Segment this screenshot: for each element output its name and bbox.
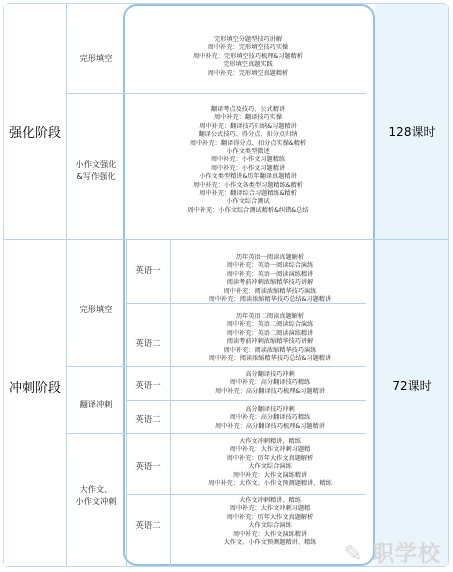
english-one-label: 英语一 xyxy=(135,462,161,472)
content-block-translation-e2 xyxy=(172,406,368,431)
content-line: 大作文综合演练 xyxy=(248,463,292,471)
content-line: 大作文综合演练 xyxy=(248,522,292,530)
content-line: 周中补充：翻译得分点、扣分点实操&精析 xyxy=(189,139,307,147)
subject-translation-writing xyxy=(66,158,126,182)
hours-sprint: 72课时 xyxy=(392,379,432,393)
content-line: 历年英语一阅读真题解析 xyxy=(235,254,305,261)
content-line: 周中补充：小作文各类型习题精练&精析 xyxy=(192,181,303,189)
content-block-cloze xyxy=(128,36,368,78)
content-line: 周中补充：高分翻译技巧精练 xyxy=(229,414,311,422)
content-line: 周中补充：大作文演练精讲 xyxy=(232,471,308,479)
content-line: 周中补充：英语一阅读综合演练 xyxy=(226,262,314,270)
stage-strengthen: 强化阶段 xyxy=(8,126,61,141)
content-line: 周中补充：英语二阅读综合演练 xyxy=(226,321,314,329)
content-line: 高分翻译技巧冲刺 xyxy=(245,371,295,378)
content-line: 周中补充：阅读浓缩精华技巧总结&习题精讲 xyxy=(208,295,332,303)
content-line: 周中补充：完形填空技巧梳理&习题精析 xyxy=(192,52,303,60)
hours-column-bg xyxy=(375,4,448,566)
english-two-label: 英语二 xyxy=(135,521,161,531)
subject-line: 小作文强化 xyxy=(75,159,117,169)
divider xyxy=(126,400,366,401)
divider xyxy=(126,494,366,495)
divider xyxy=(66,93,366,94)
divider xyxy=(66,366,366,367)
content-line: 周中补充：大作文、小作文预测题精讲、精练 xyxy=(208,479,332,487)
content-line: 周中补充：大作文冲刺习题精 xyxy=(229,446,311,454)
content-line: 历年英语二阅读真题解析 xyxy=(235,313,305,320)
divider xyxy=(66,433,366,434)
subject-translation-sprint: 翻译冲刺 xyxy=(79,399,113,409)
content-block-translation-writing xyxy=(128,106,368,215)
content-line: 周中补充：大作文演练精讲 xyxy=(232,530,308,538)
english-two-label: 英语二 xyxy=(135,415,161,425)
content-line: 大作文冲刺精讲、精练 xyxy=(239,438,301,445)
english-one-label: 英语一 xyxy=(135,266,161,276)
content-line: 高分翻译技巧冲刺 xyxy=(245,406,295,413)
content-line: 翻译公式技巧、得分点、扣分点归纳 xyxy=(198,131,298,139)
watermark-logo: ✎ 职学校 xyxy=(343,542,441,567)
content-line: 小作文综合测试 xyxy=(226,198,270,206)
content-line: 阅读考前冲刺浓缩精华技巧讲解 xyxy=(226,338,314,346)
divider xyxy=(126,240,127,566)
content-line: 周中补充：完形填空技巧实操 xyxy=(207,44,289,52)
subject-line: &写作强化 xyxy=(76,171,116,181)
english-two-label: 英语二 xyxy=(135,339,161,349)
content-block-writing-e2 xyxy=(172,497,368,547)
content-block-writing-e1 xyxy=(172,438,368,488)
subject-line: 大作文、 xyxy=(79,484,113,494)
content-line: 周中补充：翻译技巧归纳&习题精讲 xyxy=(199,122,297,130)
content-line: 大作文、小作文预测题精讲、精练 xyxy=(223,538,317,546)
content-line: 周中补充：历年大作文真题解析 xyxy=(226,513,314,521)
content-line: 阅读考前冲刺浓缩精华技巧讲解 xyxy=(226,279,314,287)
stage-sprint: 冲刺阶段 xyxy=(8,381,61,396)
stage-column-bg xyxy=(4,4,66,566)
content-line: 完形填空真题实践 xyxy=(223,61,273,69)
content-block-reading-e2 xyxy=(172,313,368,363)
content-line: 大作文冲刺精讲、精练 xyxy=(239,497,301,504)
subject-cloze-sprint: 完形填空 xyxy=(79,304,113,314)
divider xyxy=(170,240,171,566)
content-line: 周中补充：翻译技巧实操 xyxy=(213,114,283,122)
content-line: 周中补充：阅读浓缩精华技巧总结&习题精讲 xyxy=(208,354,332,362)
english-one-label: 英语一 xyxy=(135,381,161,391)
content-line: 周中补充：大作文冲刺习题精 xyxy=(229,505,311,513)
subject-cloze: 完形填空 xyxy=(79,53,113,63)
hours-strengthen: 128课时 xyxy=(388,125,436,139)
content-block-reading-e1 xyxy=(172,254,368,304)
content-line: 小作文类型微述 xyxy=(226,147,270,155)
content-line: 周中补充：完形填空真题精析 xyxy=(207,69,289,77)
content-line: 周中补充：翻译综合习题精练&精析 xyxy=(199,189,297,197)
content-line: 周中补充：高分翻译技巧梳理&习题精讲 xyxy=(214,387,325,395)
content-line: 小作文类型精讲&历年翻译真题精讲 xyxy=(199,173,297,181)
content-line: 周中补充：高分翻译技巧精练 xyxy=(229,379,311,387)
content-block-translation-e1 xyxy=(172,371,368,396)
content-line: 周中补充：阅读浓缩精华技巧演练 xyxy=(223,287,317,295)
content-line: 完形填空分题型技巧讲解 xyxy=(213,36,283,43)
content-line: 周中补充：高分翻译技巧梳理&习题精讲 xyxy=(214,422,325,430)
content-line: 周中补充：阅读浓缩精华技巧演练 xyxy=(223,346,317,354)
content-line: 周中补充：历年大作文真题解析 xyxy=(226,454,314,462)
content-line: 周中补充：小作文习题精练 xyxy=(210,156,286,164)
subject-line: 小作文冲刺 xyxy=(75,496,117,506)
subject-writing-sprint xyxy=(66,483,126,507)
content-line: 周中补充：英语一阅读演练精讲 xyxy=(226,270,314,278)
content-line: 周中补充：英语二阅读演练精讲 xyxy=(226,329,314,337)
divider xyxy=(4,239,448,240)
content-line: 周中补充：小作文综合测试精析&纠错&总结 xyxy=(187,206,309,214)
content-line: 翻译考点及技巧、公式精讲 xyxy=(210,106,286,113)
content-line: 周中补充：小作文习题精讲 xyxy=(210,164,286,172)
divider xyxy=(66,4,67,566)
watermark-text: 职学校 xyxy=(371,542,441,567)
